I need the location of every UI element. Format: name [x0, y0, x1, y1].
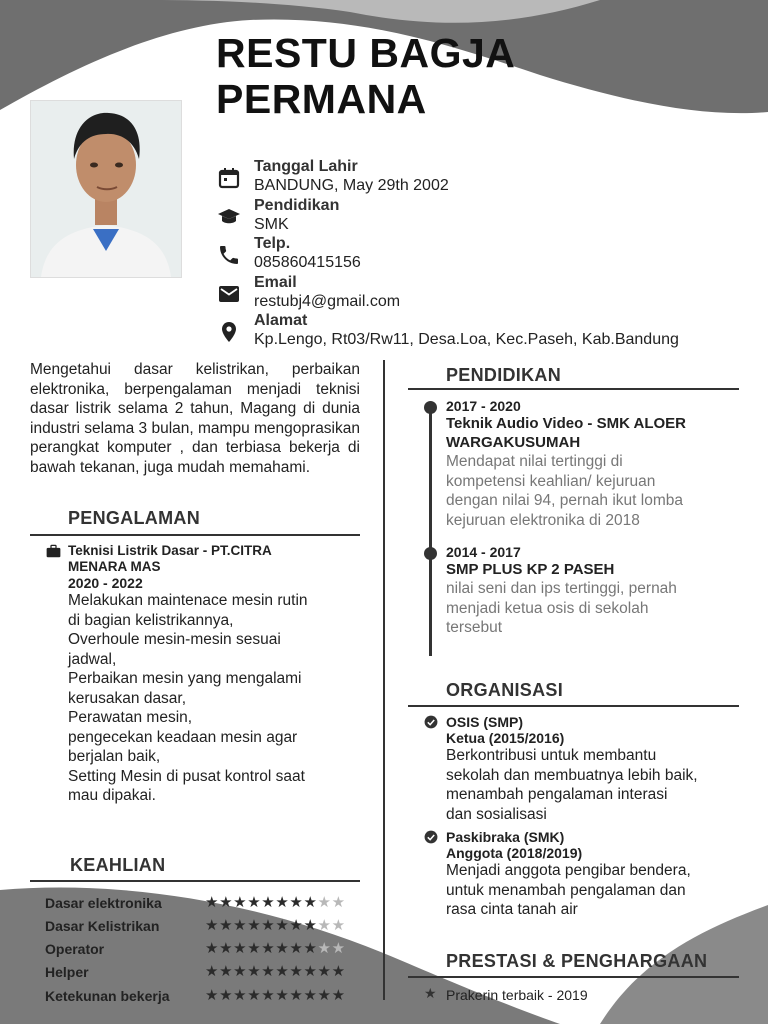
organization-name: Paskibraka (SMK) [446, 829, 565, 845]
rating-star: ★ [219, 987, 234, 1004]
organization-desc-line: untuk menambah pengalaman dan [446, 881, 686, 899]
rating-star: ★ [233, 917, 248, 934]
organization-desc-line: menambah pengalaman interasi [446, 786, 668, 803]
job-title-line-1: Teknisi Listrik Dasar - PT.CITRA [68, 543, 272, 558]
organization-desc-line: sekolah dan membuatnya lebih baik, [446, 766, 698, 784]
section-title-keahlian: KEAHLIAN [70, 855, 166, 875]
rating-star: ★ [303, 987, 318, 1004]
skill-name: Dasar Kelistrikan [45, 918, 160, 934]
name-line-1: RESTU BAGJA [216, 30, 516, 76]
contact-phone [216, 234, 756, 273]
timeline-dot [424, 547, 437, 560]
contact-birthdate [216, 157, 756, 196]
skill-name: Dasar elektronika [45, 895, 162, 911]
skill-rating-stars [205, 916, 346, 934]
job-desc-line: di bagian kelistrikannya, [68, 611, 234, 629]
organization-role: Anggota (2018/2019) [446, 845, 583, 861]
rating-star: ★ [289, 963, 304, 980]
rating-star: ★ [233, 940, 248, 957]
education-period: 2017 - 2020 [446, 398, 521, 414]
rating-star: ★ [331, 917, 346, 934]
check-circle-icon [424, 715, 438, 729]
rating-star: ★ [261, 963, 276, 980]
education-desc-line: kompetensi keahlian/ kejuruan [446, 472, 656, 490]
section-rule [30, 880, 360, 882]
rating-star: ★ [303, 940, 318, 957]
education-desc-line: dengan nilai 94, pernah ikut lomba [446, 492, 683, 509]
rating-star: ★ [289, 894, 304, 911]
organization-desc-line: rasa cinta tanah air [446, 901, 578, 918]
timeline-dot [424, 401, 437, 414]
rating-star: ★ [303, 963, 318, 980]
experience-item [68, 543, 368, 806]
profile-photo [30, 100, 182, 278]
job-desc-line: Perbaikan mesin yang mengalami [68, 670, 302, 687]
skill-row [45, 893, 365, 916]
candidate-name [216, 30, 515, 122]
rating-star: ★ [205, 987, 220, 1004]
skill-name: Helper [45, 964, 89, 980]
section-rule [408, 976, 739, 978]
profile-summary: Mengetahui dasar kelistrikan, perbaikan elektronika, berpengalaman menjadi teknisi dasar listrik selama 2 tahun, Magang di dunia industri selama 3 bulan, mampu mengoprasikan perangkat komputer , dan terbiasa bekerja di bawah tekanan, juga mudah memahami. [30, 361, 360, 476]
section-title-organisasi: ORGANISASI [446, 680, 564, 700]
check-circle-icon [424, 830, 438, 844]
job-desc-line: berjalan baik, [68, 748, 161, 765]
rating-star: ★ [261, 987, 276, 1004]
rating-star: ★ [303, 894, 318, 911]
rating-star: ★ [205, 894, 220, 911]
organization-role: Ketua (2015/2016) [446, 730, 565, 746]
rating-star: ★ [247, 917, 262, 934]
education-desc-line: tersebut [446, 619, 503, 636]
column-divider [383, 360, 385, 1000]
contact-list [216, 157, 756, 350]
skill-rating-stars [205, 986, 346, 1004]
location-icon [216, 320, 242, 344]
contact-label: Tanggal Lahir [254, 158, 358, 175]
skill-row [45, 962, 365, 985]
contact-label: Email [254, 273, 297, 291]
rating-star: ★ [261, 940, 276, 957]
rating-star: ★ [261, 917, 276, 934]
rating-star: ★ [275, 963, 290, 980]
contact-label: Alamat [254, 312, 308, 329]
graduation-cap-icon [216, 205, 242, 229]
achievement-item: Prakerin terbaik - 2019 [446, 987, 588, 1003]
organization-item [446, 714, 761, 824]
rating-star: ★ [289, 940, 304, 957]
briefcase-icon [46, 544, 61, 558]
section-rule [408, 388, 739, 390]
rating-star: ★ [317, 894, 332, 911]
birthdate-value: BANDUNG, May 29th 2002 [254, 177, 449, 194]
star-bullet-icon: ★ [424, 985, 437, 1001]
timeline-line [429, 406, 432, 656]
contact-email [216, 273, 756, 312]
section-title-pendidikan: PENDIDIKAN [446, 365, 562, 385]
skill-row [45, 916, 365, 939]
education-desc-line: Mendapat nilai tertinggi di [446, 453, 623, 470]
contact-label: Telp. [254, 235, 291, 252]
rating-star: ★ [233, 963, 248, 980]
rating-star: ★ [331, 963, 346, 980]
rating-star: ★ [205, 917, 220, 934]
job-desc-line: Melakukan maintenace mesin rutin [68, 592, 308, 609]
contact-address [216, 311, 756, 350]
school-name: SMP PLUS KP 2 PASEH [446, 561, 615, 578]
job-desc-line: Perawatan mesin, [68, 709, 193, 726]
rating-star: ★ [275, 894, 290, 911]
rating-star: ★ [247, 894, 262, 911]
rating-star: ★ [219, 940, 234, 957]
rating-star: ★ [261, 894, 276, 911]
education-item [446, 544, 756, 638]
rating-star: ★ [275, 987, 290, 1004]
rating-star: ★ [303, 917, 318, 934]
job-desc-line: pengecekan keadaan mesin agar [68, 728, 298, 746]
calendar-icon [216, 166, 242, 190]
skill-row [45, 986, 365, 1009]
job-period: 2020 - 2022 [68, 575, 143, 591]
rating-star: ★ [219, 917, 234, 934]
education-period: 2014 - 2017 [446, 544, 521, 560]
rating-star: ★ [331, 894, 346, 911]
organization-name: OSIS (SMP) [446, 714, 524, 730]
skill-name: Ketekunan bekerja [45, 988, 170, 1004]
school-name-line-2: WARGAKUSUMAH [446, 434, 581, 451]
contact-education [216, 196, 756, 235]
education-desc-line: menjadi ketua osis di sekolah [446, 599, 649, 617]
section-title-prestasi: PRESTASI & PENGHARGAAN [446, 951, 708, 971]
rating-star: ★ [275, 940, 290, 957]
organization-desc-line: dan sosialisasi [446, 805, 547, 823]
skill-rating-stars [205, 893, 346, 911]
phone-value: 085860415156 [254, 254, 361, 271]
rating-star: ★ [331, 940, 346, 957]
rating-star: ★ [331, 987, 346, 1004]
education-value: SMK [254, 215, 289, 233]
section-rule [408, 705, 739, 707]
email-value: restubj4@gmail.com [254, 292, 401, 310]
skill-name: Operator [45, 941, 105, 957]
section-title-pengalaman: PENGALAMAN [68, 508, 200, 528]
rating-star: ★ [247, 940, 262, 957]
rating-star: ★ [205, 940, 220, 957]
job-desc-line: mau dipakai. [68, 787, 156, 804]
school-name-line-1: Teknik Audio Video - SMK ALOER [446, 415, 687, 432]
skill-rating-stars [205, 962, 346, 980]
skill-rating-stars [205, 939, 346, 957]
organization-desc-line: Berkontribusi untuk membantu [446, 747, 657, 764]
rating-star: ★ [247, 987, 262, 1004]
rating-star: ★ [205, 963, 220, 980]
job-desc-line: Setting Mesin di pusat kontrol saat [68, 767, 305, 785]
mail-icon [216, 282, 242, 306]
name-line-2: PERMANA [216, 76, 427, 122]
phone-icon [216, 243, 242, 267]
rating-star: ★ [275, 917, 290, 934]
rating-star: ★ [317, 940, 332, 957]
rating-star: ★ [247, 963, 262, 980]
job-desc-line: Overhoule mesin-mesin sesuai [68, 631, 281, 648]
skill-row [45, 939, 365, 962]
job-title-line-2: MENARA MAS [68, 559, 161, 574]
rating-star: ★ [289, 917, 304, 934]
contact-label: Pendidikan [254, 196, 340, 214]
rating-star: ★ [317, 917, 332, 934]
rating-star: ★ [317, 987, 332, 1004]
section-rule [30, 534, 360, 536]
address-value: Kp.Lengo, Rt03/Rw11, Desa.Loa, Kec.Paseh, Kab.Bandung [254, 331, 679, 348]
organization-desc-line: Menjadi anggota pengibar bendera, [446, 862, 691, 879]
job-desc-line: jadwal, [68, 650, 117, 668]
organization-item [446, 829, 761, 920]
rating-star: ★ [233, 987, 248, 1004]
rating-star: ★ [289, 987, 304, 1004]
rating-star: ★ [219, 894, 234, 911]
job-desc-line: kerusakan dasar, [68, 689, 187, 707]
rating-star: ★ [317, 963, 332, 980]
education-desc-line: kejuruan elektronika di 2018 [446, 511, 640, 529]
education-item [446, 398, 756, 530]
rating-star: ★ [219, 963, 234, 980]
rating-star: ★ [233, 894, 248, 911]
education-desc-line: nilai seni dan ips tertinggi, pernah [446, 580, 677, 597]
